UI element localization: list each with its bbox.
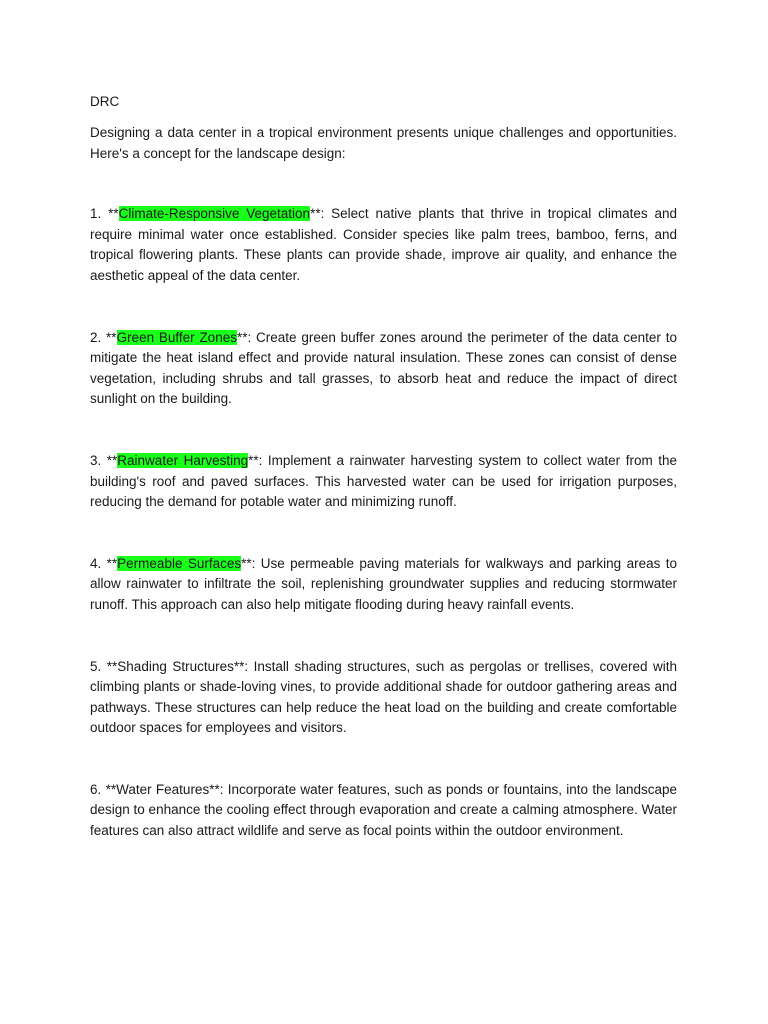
item-body: **: Incorporate water features, such as ponds or fountains, into the landscape design to enhance the cooling effect through evaporation and create a calming atmosphere. Water features can also attract wildlife and serve as focal points within the outdoor environment. bbox=[90, 781, 678, 839]
list-item bbox=[90, 657, 677, 739]
item-prefix: 1. ** bbox=[90, 206, 119, 222]
list-item bbox=[90, 554, 677, 616]
item-body: **: Select native plants that thrive in tropical climates and require minimal water once established. Consider species like palm trees, bamboo, ferns, and tropical flowering plants. These plants can provide shade, improve air quality, and enhance the aesthetic appeal of the data center. bbox=[90, 206, 677, 283]
document-page bbox=[90, 92, 677, 883]
item-body: **: Install shading structures, such as pergolas or trellises, covered with climbing plants or shade-loving vines, to provide additional shade for outdoor gathering areas and pathways. These structures can help reduce the heat load on the building and create comfortable outdoor spaces for employees and visitors. bbox=[90, 658, 677, 736]
item-prefix: 2. ** bbox=[90, 329, 117, 345]
list-item bbox=[90, 780, 677, 842]
item-heading: Shading Structures bbox=[117, 658, 234, 674]
list-item bbox=[90, 451, 677, 513]
item-body: **: Use permeable paving materials for walkways and parking areas to allow rainwater to infiltrate the soil, replenishing groundwater supplies and reducing stormwater runoff. This approach can also help mitigate flooding during heavy rainfall events. bbox=[90, 555, 677, 612]
item-prefix: 6. ** bbox=[90, 781, 117, 797]
intro-paragraph: Designing a data center in a tropical environment presents unique challenges and opportunities. Here's a concept for the landscape design: bbox=[90, 125, 677, 161]
item-heading-highlighted: Rainwater Harvesting bbox=[117, 452, 249, 468]
item-prefix: 3. ** bbox=[90, 452, 118, 468]
item-prefix: 4. ** bbox=[90, 555, 118, 571]
list-item bbox=[90, 328, 677, 410]
document-title: DRC bbox=[90, 94, 120, 109]
item-heading: Water Features bbox=[116, 781, 210, 797]
item-heading-highlighted: Green Buffer Zones bbox=[116, 329, 237, 345]
item-heading-highlighted: Permeable Surfaces bbox=[117, 555, 242, 571]
list-item bbox=[90, 204, 677, 286]
item-body: **: Create green buffer zones around the perimeter of the data center to mitigate the heat island effect and provide natural insulation. These zones can consist of dense vegetation, including shrubs and tall grasses, to absorb heat and reduce the impact of direct sunlight on the building. bbox=[90, 329, 677, 407]
item-prefix: 5. ** bbox=[90, 658, 118, 674]
item-body: **: Implement a rainwater harvesting system to collect water from the building's roof and paved surfaces. This harvested water can be used for irrigation purposes, reducing the demand for potable water and minimizing runoff. bbox=[90, 452, 677, 510]
item-heading-highlighted: Climate-Responsive Vegetation bbox=[118, 206, 311, 222]
